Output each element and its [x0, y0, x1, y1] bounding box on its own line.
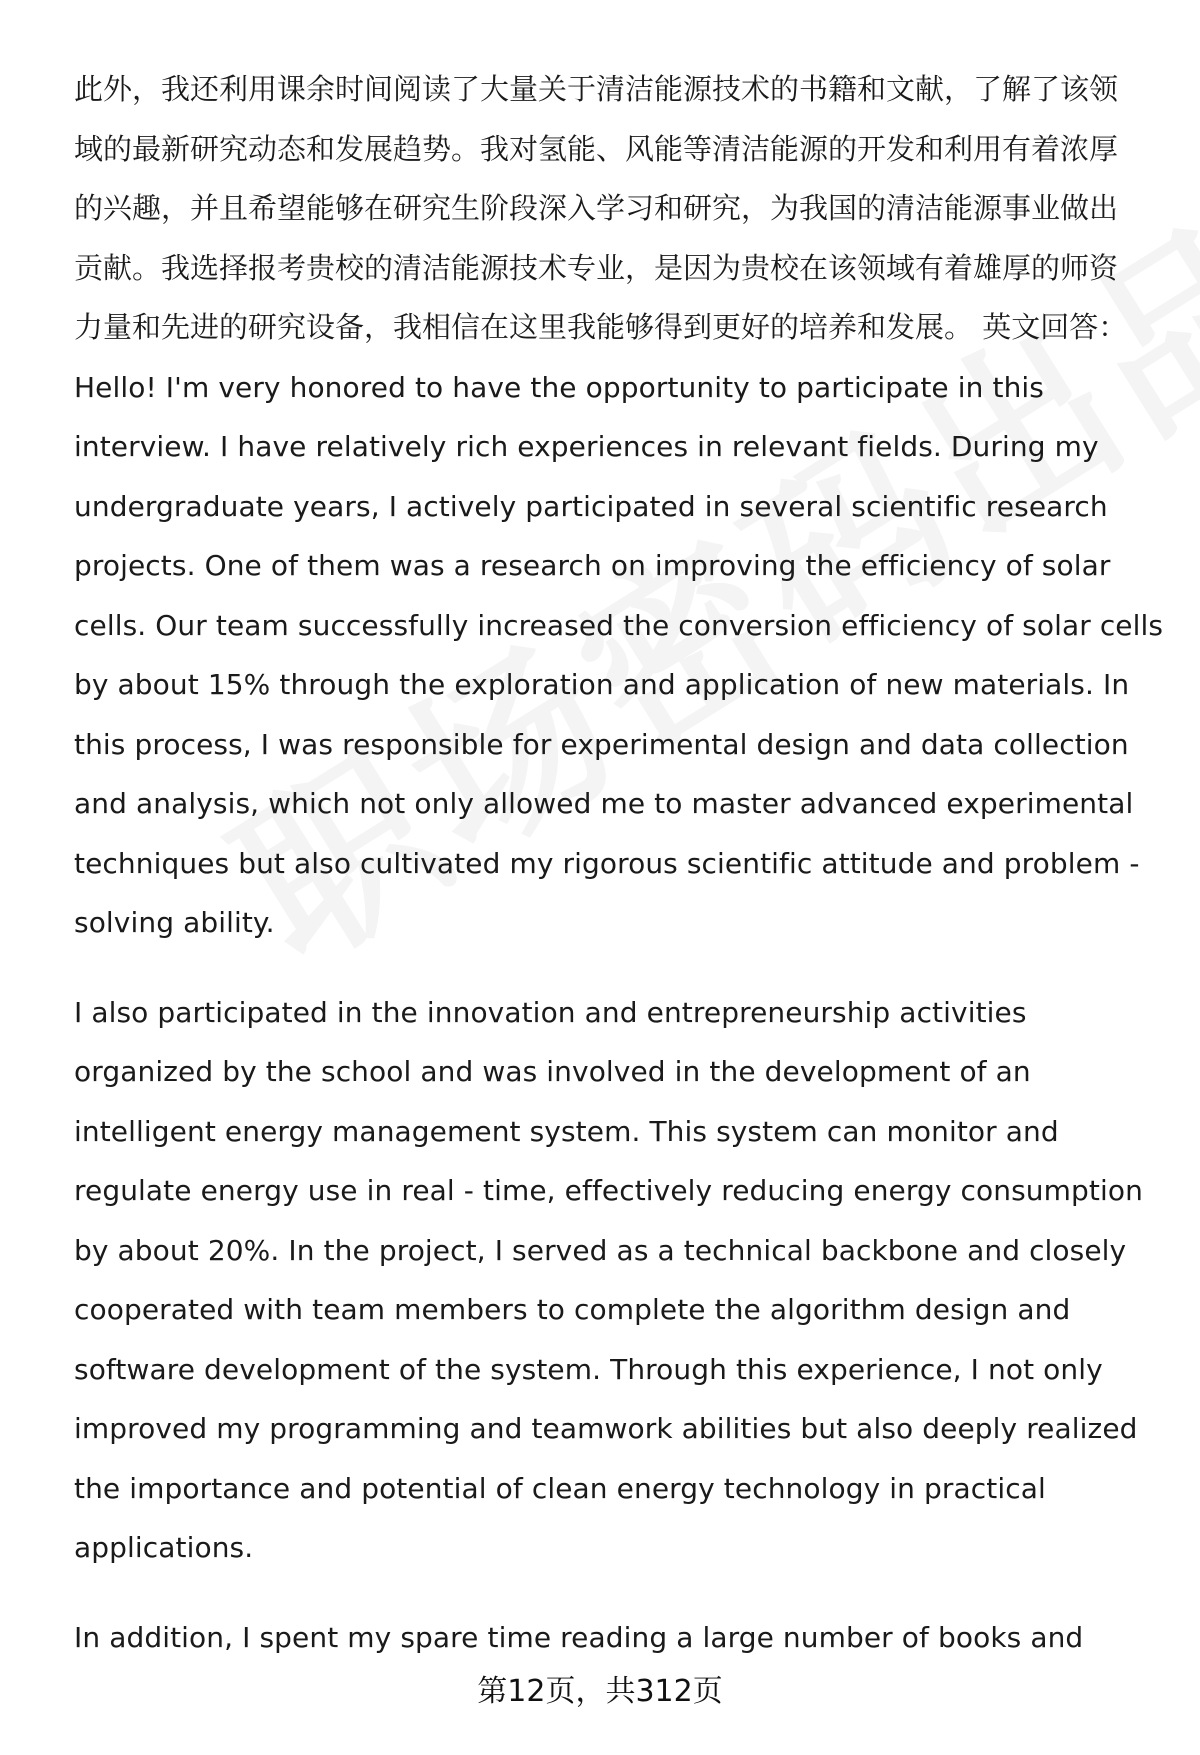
page-number: 第12页，共312页 [477, 1674, 723, 1709]
text-line: In addition, I spent my spare time reading a large number of books and [74, 1620, 1084, 1654]
text-line: improved my programming and teamwork abilities but also deeply realized [74, 1412, 1138, 1445]
text-line: 域的最新研究动态和发展趋势。我对氢能、风能等清洁能源的开发和利用有着浓厚 [74, 131, 1119, 166]
paragraph-english-2 [74, 983, 1154, 1578]
text-line: Hello! I'm very honored to have the opportunity to participate in this [74, 370, 1044, 404]
paragraph-gap [74, 1578, 1154, 1608]
text-line: by about 20%. In the project, I served as a technical backbone and closely [74, 1233, 1127, 1267]
document-body [74, 60, 1164, 1667]
text-line: 的兴趣，并且希望能够在研究生阶段深入学习和研究，为我国的清洁能源事业做出 [74, 191, 1119, 225]
paragraph-english-3 [74, 1608, 1154, 1668]
paragraph-chinese [74, 60, 1154, 358]
text-line: 力量和先进的研究设备，我相信在这里我能够得到更好的培养和发展。 英文回答： [74, 310, 1128, 344]
text-line: regulate energy use in real - time, effectively reducing energy consumption [74, 1174, 1143, 1207]
text-line: by about 15% through the exploration and application of new materials. In [74, 668, 1130, 701]
text-line: projects. One of them was a research on improving the efficiency of solar [74, 549, 1111, 582]
text-line: undergraduate years, I actively participated in several scientific research [74, 489, 1108, 523]
paragraph-english-1 [74, 358, 1164, 953]
text-line: cooperated with team members to complete the algorithm design and [74, 1293, 1071, 1326]
text-line: interview. I have relatively rich experiences in relevant fields. During my [74, 430, 1099, 463]
text-line: the importance and potential of clean energy technology in practical [74, 1471, 1046, 1505]
paragraph-gap [74, 953, 1154, 983]
text-line: techniques but also cultivated my rigorous scientific attitude and problem - [74, 846, 1140, 880]
text-line: cells. Our team successfully increased the conversion efficiency of solar cells [74, 608, 1164, 642]
text-line: software development of the system. Through this experience, I not only [74, 1352, 1103, 1386]
text-line: and analysis, which not only allowed me to master advanced experimental [74, 787, 1134, 820]
text-line: intelligent energy management system. This system can monitor and [74, 1114, 1059, 1148]
text-line: applications. [74, 1531, 254, 1564]
text-line: organized by the school and was involved in the development of an [74, 1055, 1031, 1088]
text-line: 此外，我还利用课余时间阅读了大量关于清洁能源技术的书籍和文献，了解了该领 [74, 72, 1119, 106]
text-line: I also participated in the innovation and entrepreneurship activities [74, 995, 1027, 1029]
text-line: 贡献。我选择报考贵校的清洁能源技术专业，是因为贵校在该领域有着雄厚的师资 [74, 250, 1119, 285]
text-line: solving ability. [74, 906, 275, 939]
text-line: this process, I was responsible for experimental design and data collection [74, 727, 1129, 761]
